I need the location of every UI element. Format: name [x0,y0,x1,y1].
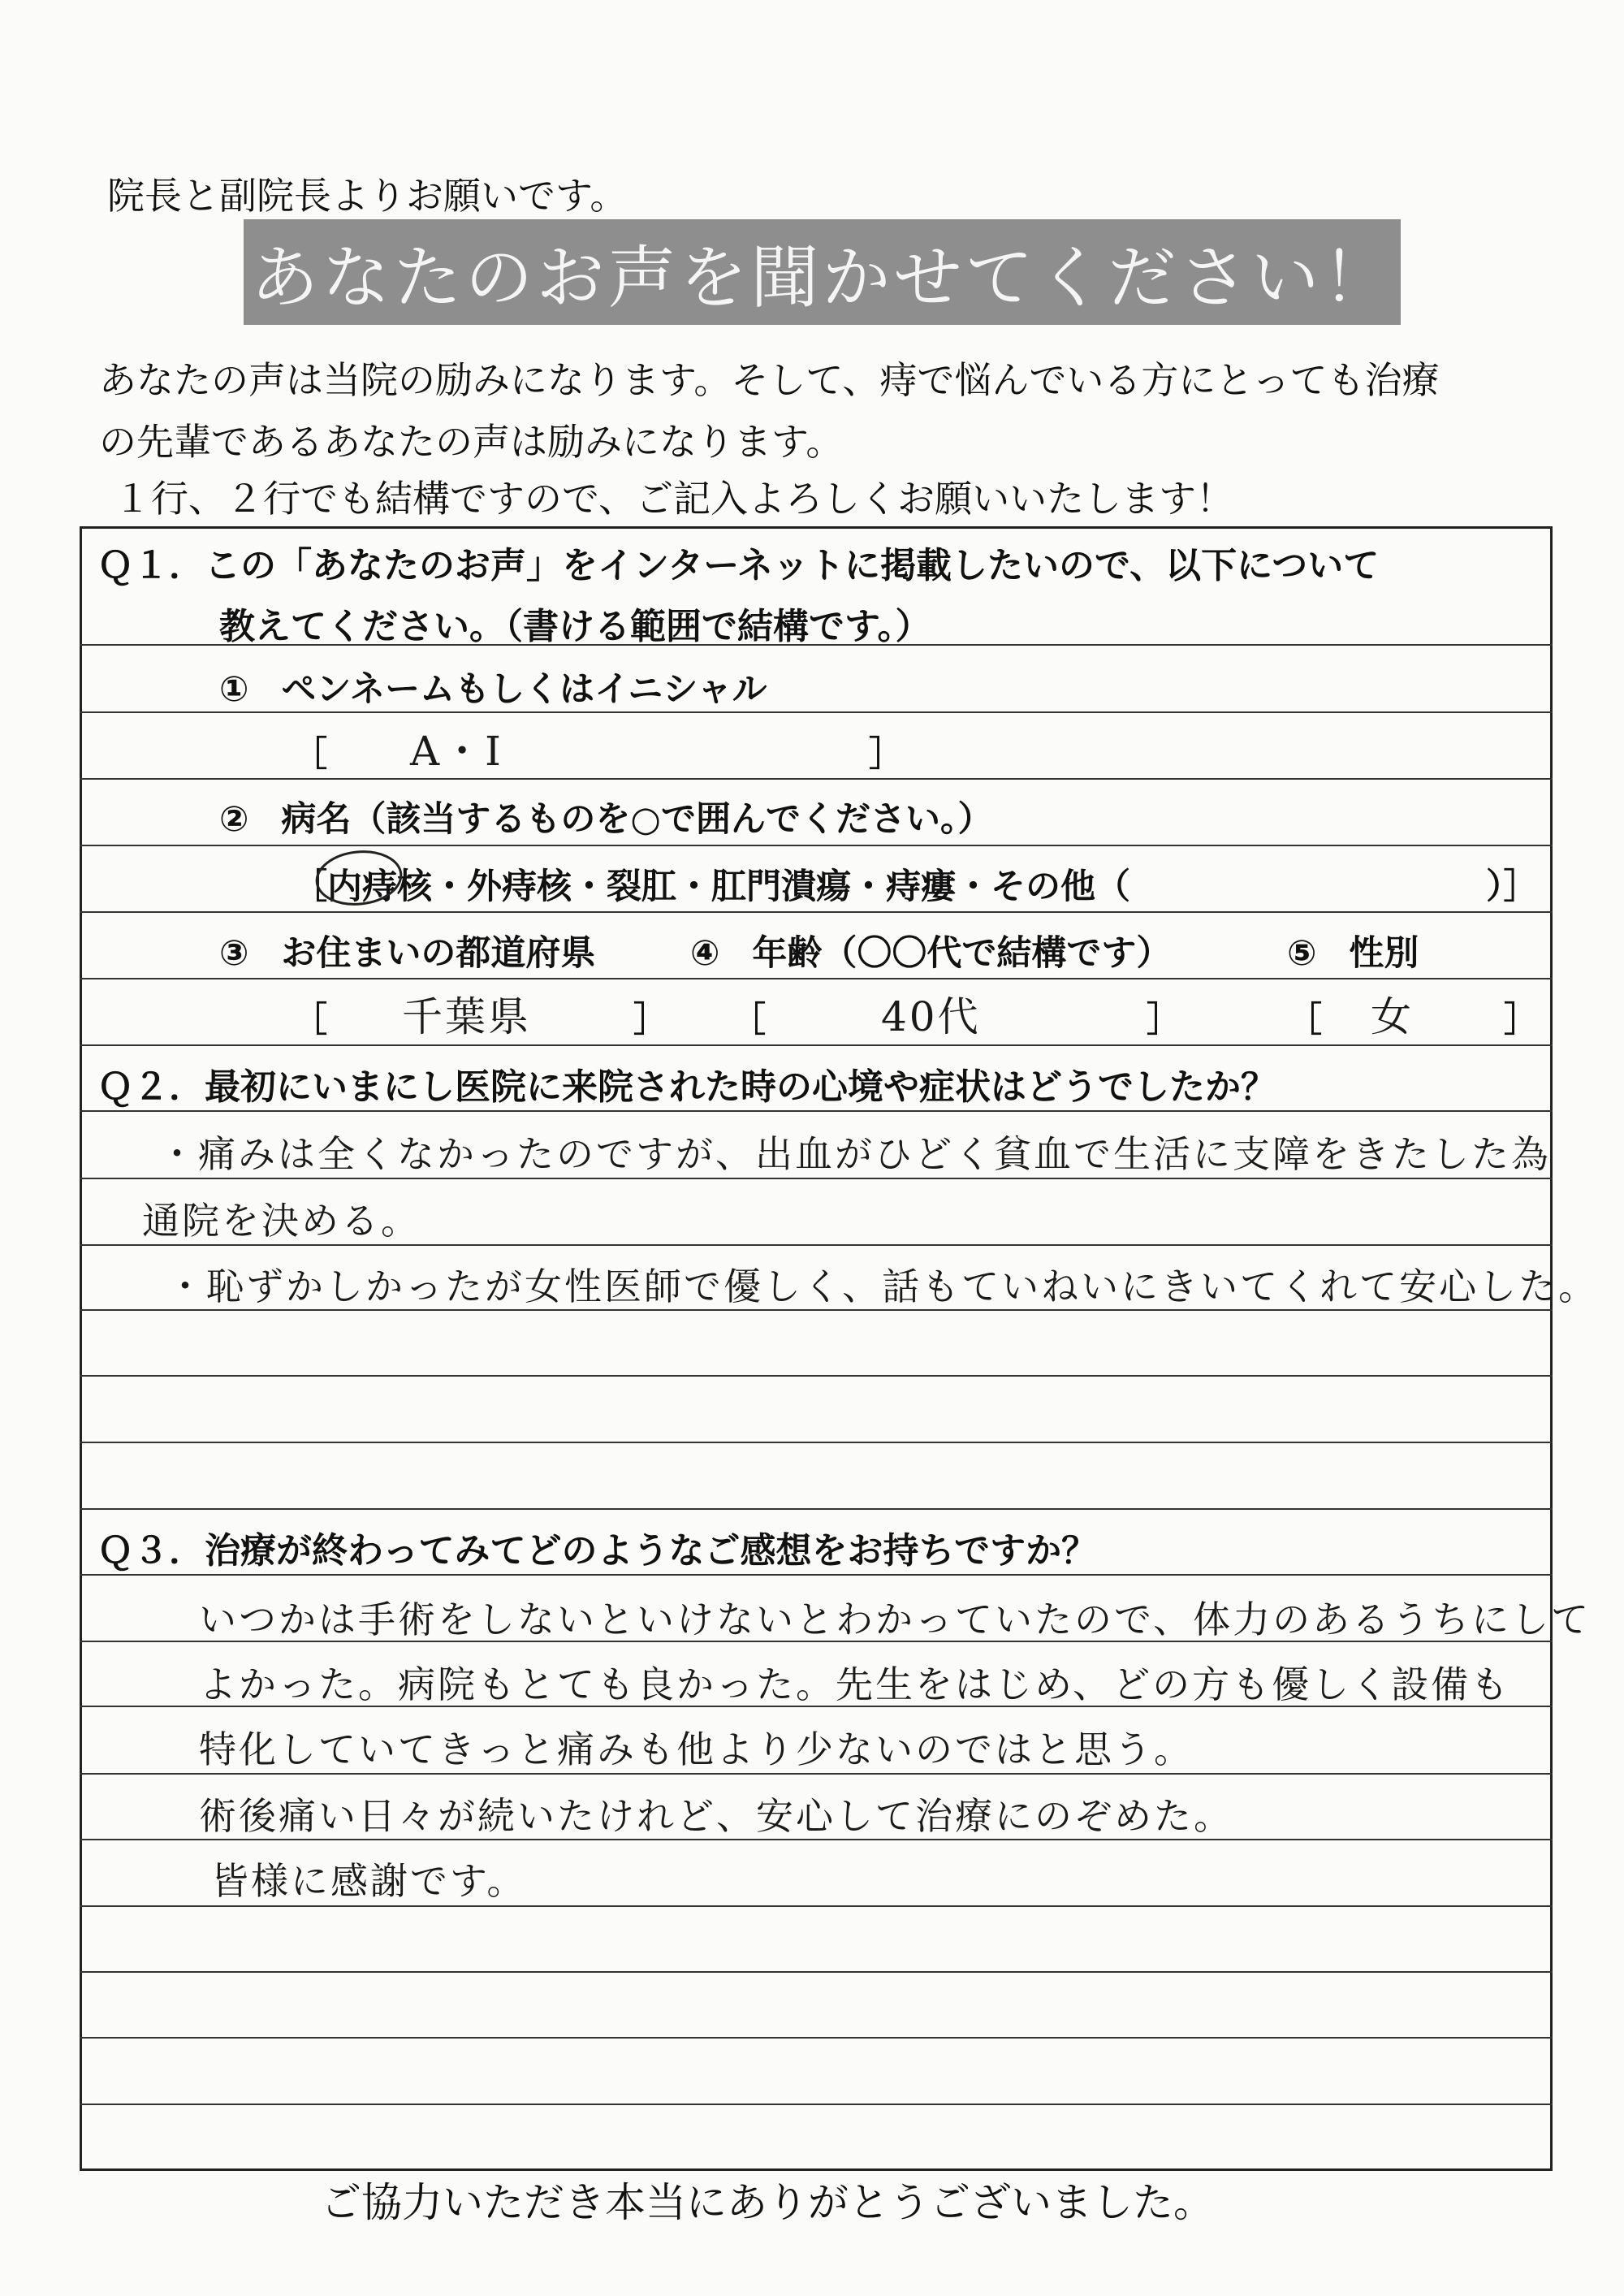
rule [80,1574,1553,1576]
item5-number: ⑤ [1287,933,1317,974]
prefecture-answer[interactable]: 千葉県 [402,993,531,1040]
rule [80,778,1553,780]
gender-answer[interactable]: 女 [1371,993,1414,1040]
q1-item4 [690,926,1171,975]
q2-answer-line-2[interactable]: 通院を決める。 [142,1199,421,1243]
q2-answer-line-1[interactable]: ・痛みは全くなかったのですが、出血がひどく貧血で生活に支障をきたした為 [158,1132,1551,1176]
rule [80,1442,1553,1443]
rule [80,1044,1553,1046]
age-bracket-open: ［ [731,1000,766,1040]
age-bracket-close: ］ [1147,1000,1181,1040]
q3-answer-line-1[interactable]: いつかは手術をしないといけないとわかっていたので、体力のあるうちにして [199,1598,1592,1641]
item2-bracket-open: ［ [292,867,327,907]
gender-bracket-close: ］ [1504,1000,1539,1040]
rule [80,1508,1553,1510]
intro-line-2: の先輩であるあなたの声は励みになります。 [99,420,844,464]
rule [80,1905,1553,1907]
pen-name-answer[interactable]: A・I [410,728,503,775]
thank-you-footer: ご協力いただき本当にありがとうございました。 [321,2179,1214,2226]
q1-item2 [219,792,992,841]
item2-number: ② [219,799,249,840]
intro-line-1: あなたの声は当院の励みになります。そして、痔で悩んでいる方にとっても治療 [99,358,1440,402]
rule [80,1375,1553,1377]
title-banner [244,219,1401,325]
q3-answer-line-4[interactable]: 術後痛い日々が続いたけれど、安心して治療にのぞめた。 [199,1794,1233,1838]
item1-bracket-open: ［ [292,734,327,775]
option-internal-hemorrhoid[interactable]: 内痔核 [327,867,432,907]
q3-answer-line-3[interactable]: 特化していてきっと痛みも他より少ないのではと思う。 [199,1727,1194,1771]
q3-answer-line-5[interactable]: 皆様に感謝です。 [211,1859,527,1903]
intro-line-3: １行、２行でも結構ですので、ご記入よろしくお願いいたします！ [114,477,1234,521]
item4-number: ④ [690,933,720,974]
rule [80,1110,1553,1112]
q2-answer-line-3[interactable]: ・恥ずかしかったが女性医師で優しく、話もていねいにきいてくれて安心した。 [166,1265,1599,1308]
item2-bracket-close: ）］ [1486,867,1539,907]
rule [80,1971,1553,1973]
request-heading: 院長と副院長よりお願いです。 [107,174,628,218]
item3-label: お住まいの都道府県 [281,933,596,974]
q1-item3 [219,926,595,975]
other-options: ・外痔核・裂肛・肛門潰瘍・痔瘻・その他（ [432,867,1130,907]
item1-number: ① [219,669,249,710]
rule [80,711,1553,713]
q3-question: Ｑ３．治療が終わってみてどのようなご感想をお持ちですか？ [97,1530,1098,1572]
banner-title: あなたのお声を聞かせてください！ [250,237,1394,318]
gender-bracket-open: ［ [1287,1000,1322,1040]
rule [80,978,1553,979]
q2-question: Ｑ２．最初にいまにし医院に来院された時の心境や症状はどうでしたか？ [97,1066,1276,1108]
disease-options [292,859,1130,909]
rule [80,2037,1553,2039]
q3-answer-line-2[interactable]: よかった。病院もとても良かった。先生をはじめ、どの方も優しく設備も [199,1663,1511,1706]
q1-question-line-1: Ｑ１．この「あなたのお声」をインターネットに掲載したいので、以下について [97,545,1380,586]
item1-label: ペンネームもしくはイニシャル [281,669,767,710]
prefecture-bracket-open: ［ [292,1000,327,1040]
q1-item5 [1287,926,1419,975]
item4-label: 年齢（〇〇代で結構です） [752,933,1172,974]
item5-label: 性別 [1349,933,1419,974]
rule [80,845,1553,846]
prefecture-bracket-close: ］ [633,1000,668,1040]
item3-number: ③ [219,933,249,974]
q1-item1 [219,662,767,711]
rule [80,2104,1553,2105]
q1-question-line-2: 教えてください。（書ける範囲で結構です。） [219,606,931,647]
rule [80,911,1553,913]
item2-label: 病名（該当するものを○で囲んでください。） [281,799,993,840]
item1-bracket-close: ］ [869,734,904,775]
age-answer[interactable]: 40代 [881,993,981,1040]
